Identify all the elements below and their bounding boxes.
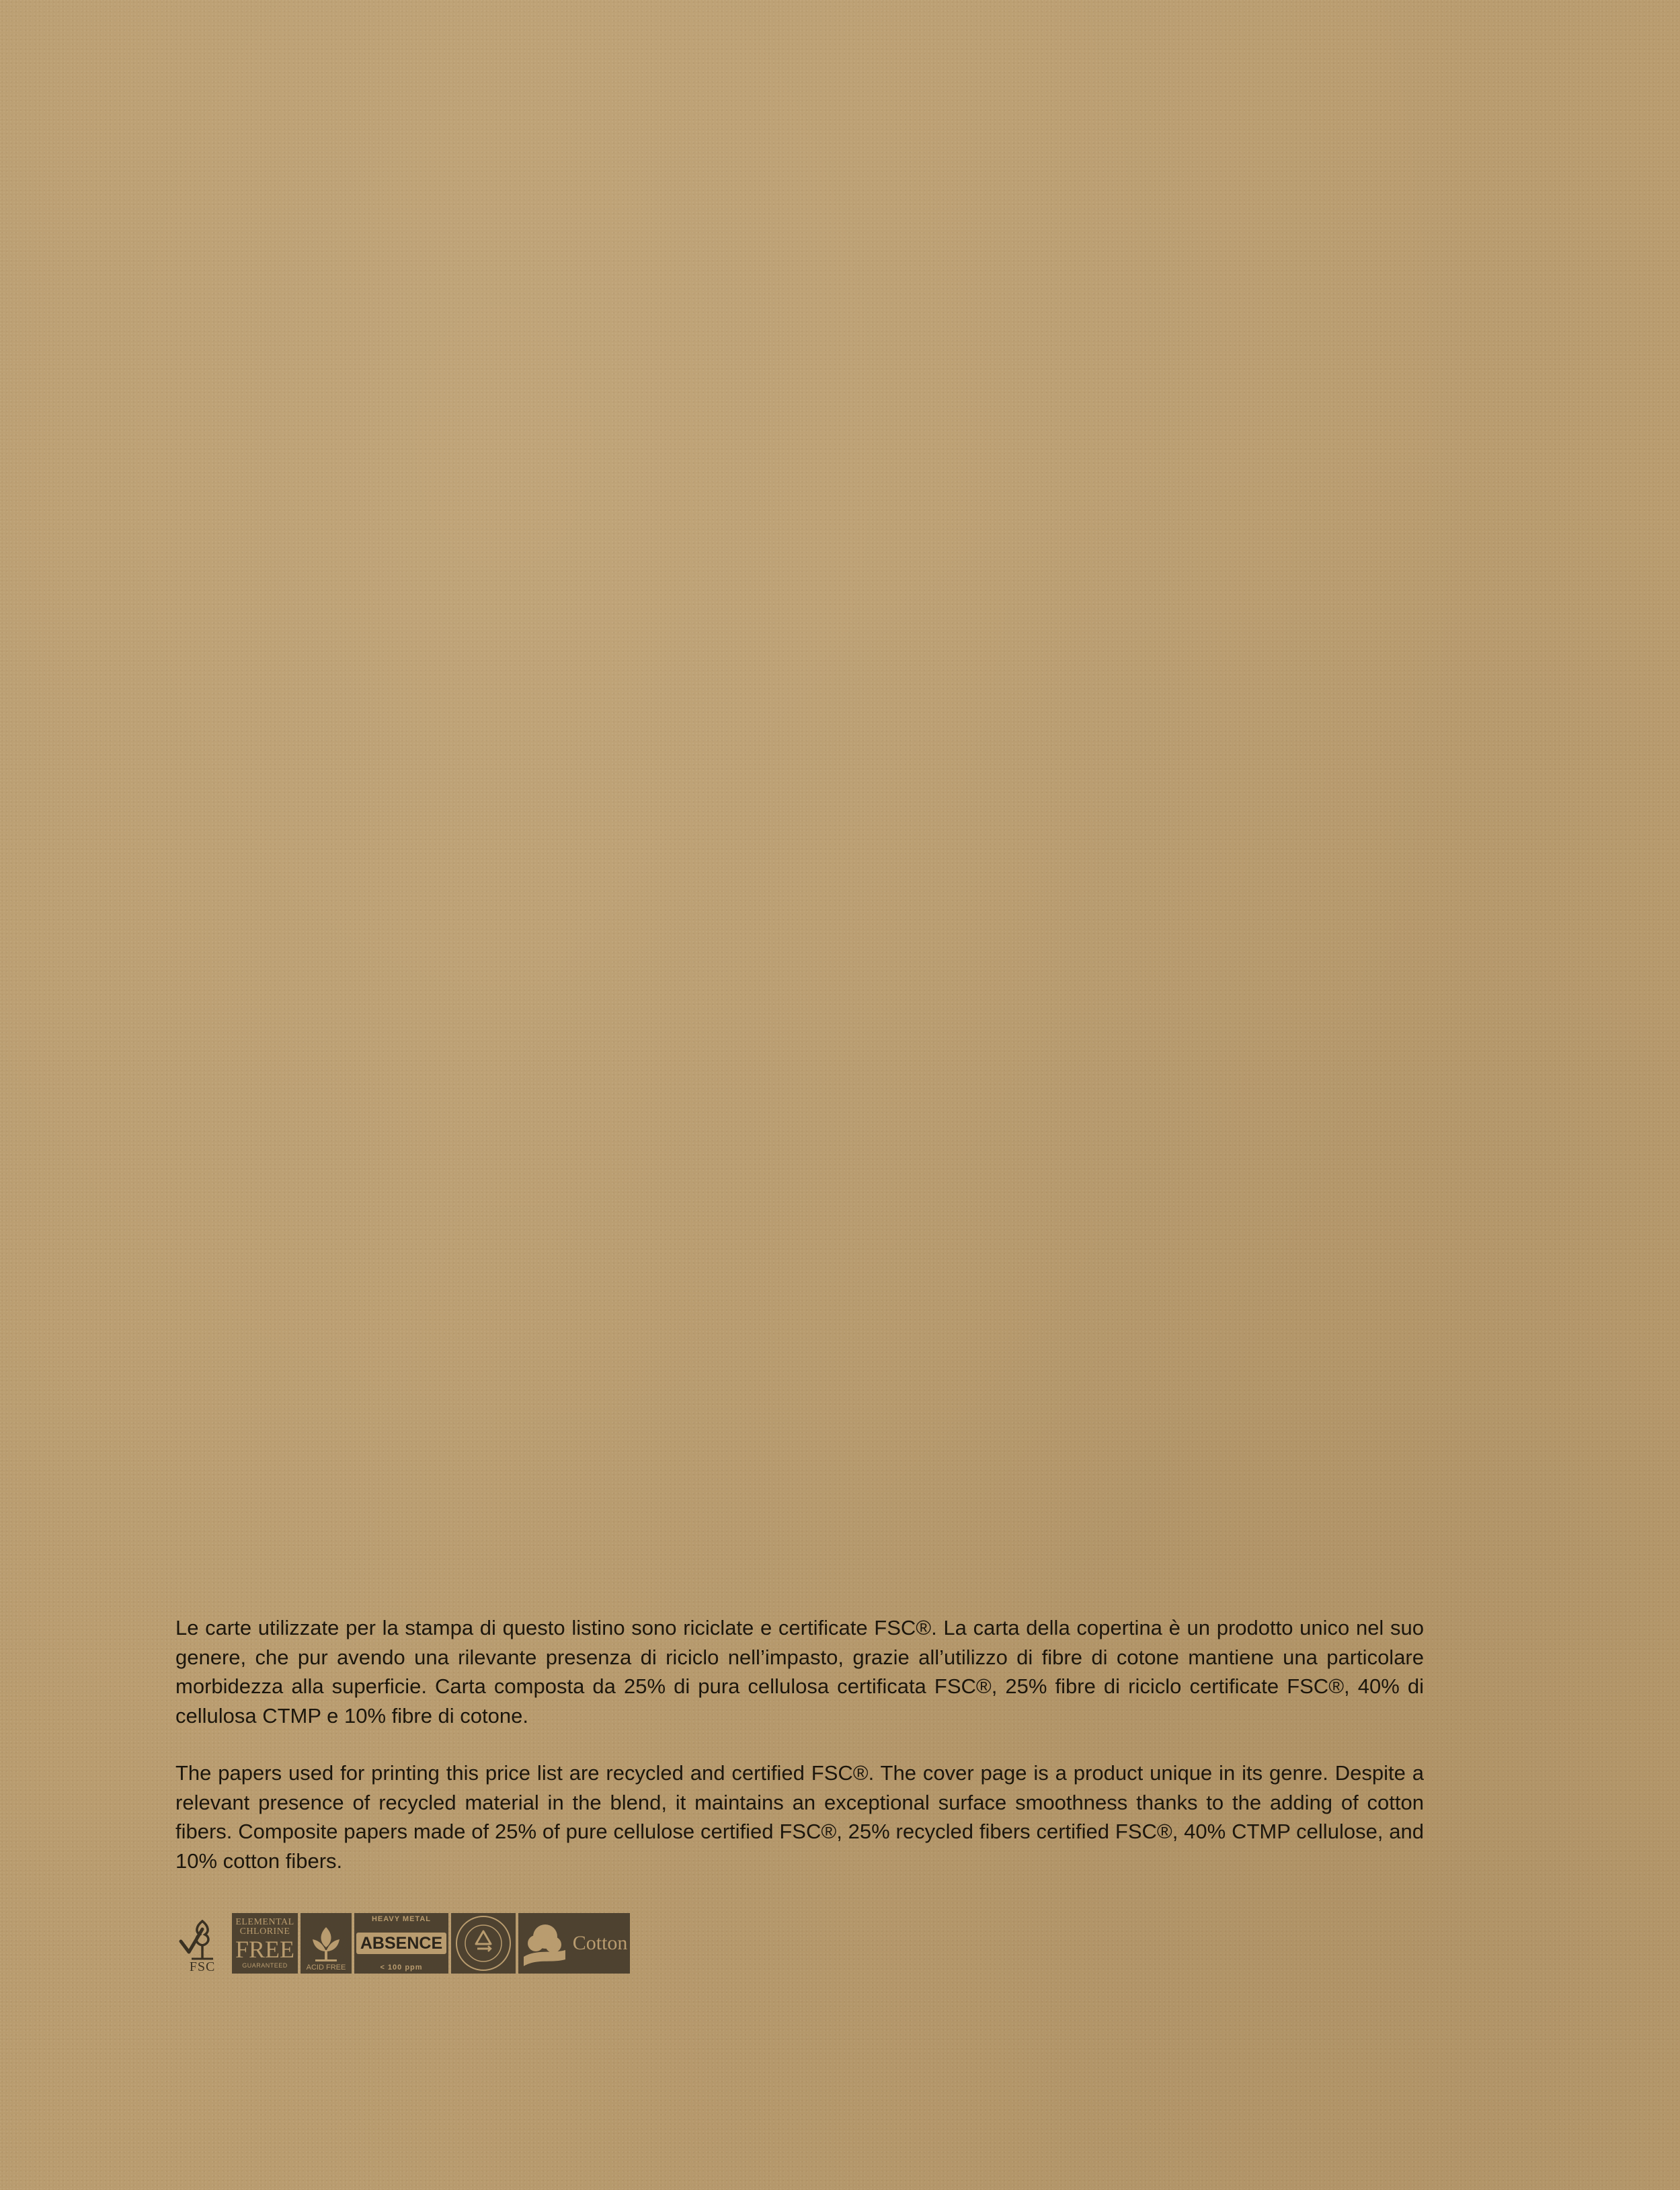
fsc-logo <box>175 1913 229 1974</box>
leaf-icon <box>307 1924 345 1963</box>
acid-free-label: ACID FREE <box>306 1963 346 1972</box>
cotton-logo <box>518 1913 630 1974</box>
tree-checkmark-icon <box>175 1917 229 1960</box>
hm-absence-label: ABSENCE <box>356 1933 446 1954</box>
ecf-line2: CHLORINE <box>239 1927 290 1937</box>
recycled-logo <box>451 1913 516 1974</box>
acid-free-logo <box>301 1913 352 1974</box>
cotton-label: Cotton <box>572 1932 628 1954</box>
heavy-metal-absence-logo <box>354 1913 448 1974</box>
hm-top-label: HEAVY METAL <box>371 1915 431 1923</box>
paper-info-text <box>175 1613 1424 1875</box>
certification-logos <box>175 1913 630 1974</box>
hm-bottom-label: < 100 ppm <box>380 1963 423 1972</box>
ecf-line1: ELEMENTAL <box>235 1917 294 1927</box>
recycle-icon <box>453 1914 514 1973</box>
ecf-logo <box>232 1913 298 1974</box>
ecf-guaranteed: GUARANTEED <box>242 1962 288 1969</box>
fsc-label: FSC <box>189 1959 216 1974</box>
ecf-free: FREE <box>235 1936 294 1963</box>
paragraph-italian: Le carte utilizzate per la stampa di questo listino sono riciclate e certificate FSC®. La carta della copertina è un prodotto unico nel suo genere, che pur avendo una rilevante presenza di riciclo nell’impasto, grazie all’utilizzo di fibre di cotone mantiene una particolare morbidezza alla superficie. Carta composta da 25% di pura cellulosa certificata FSC®, 25% fibre di riciclo certificate FSC®, 40% di cellulosa CTMP e 10% fibre di cotone. <box>175 1616 1424 1728</box>
paragraph-english: The papers used for printing this price list are recycled and certified FSC®. The cover page is a product unique in its genre. Despite a relevant presence of recycled material in the blend, it maintains an exceptional surface smoothness thanks to the adding of cotton fibers. Composite papers made of 25% of pure cellulose certified FSC®, 25% recycled fibers certified FSC®, 40% CTMP cellulose, and 10% cotton fibers. <box>175 1761 1424 1873</box>
cotton-flower-icon <box>521 1916 568 1970</box>
